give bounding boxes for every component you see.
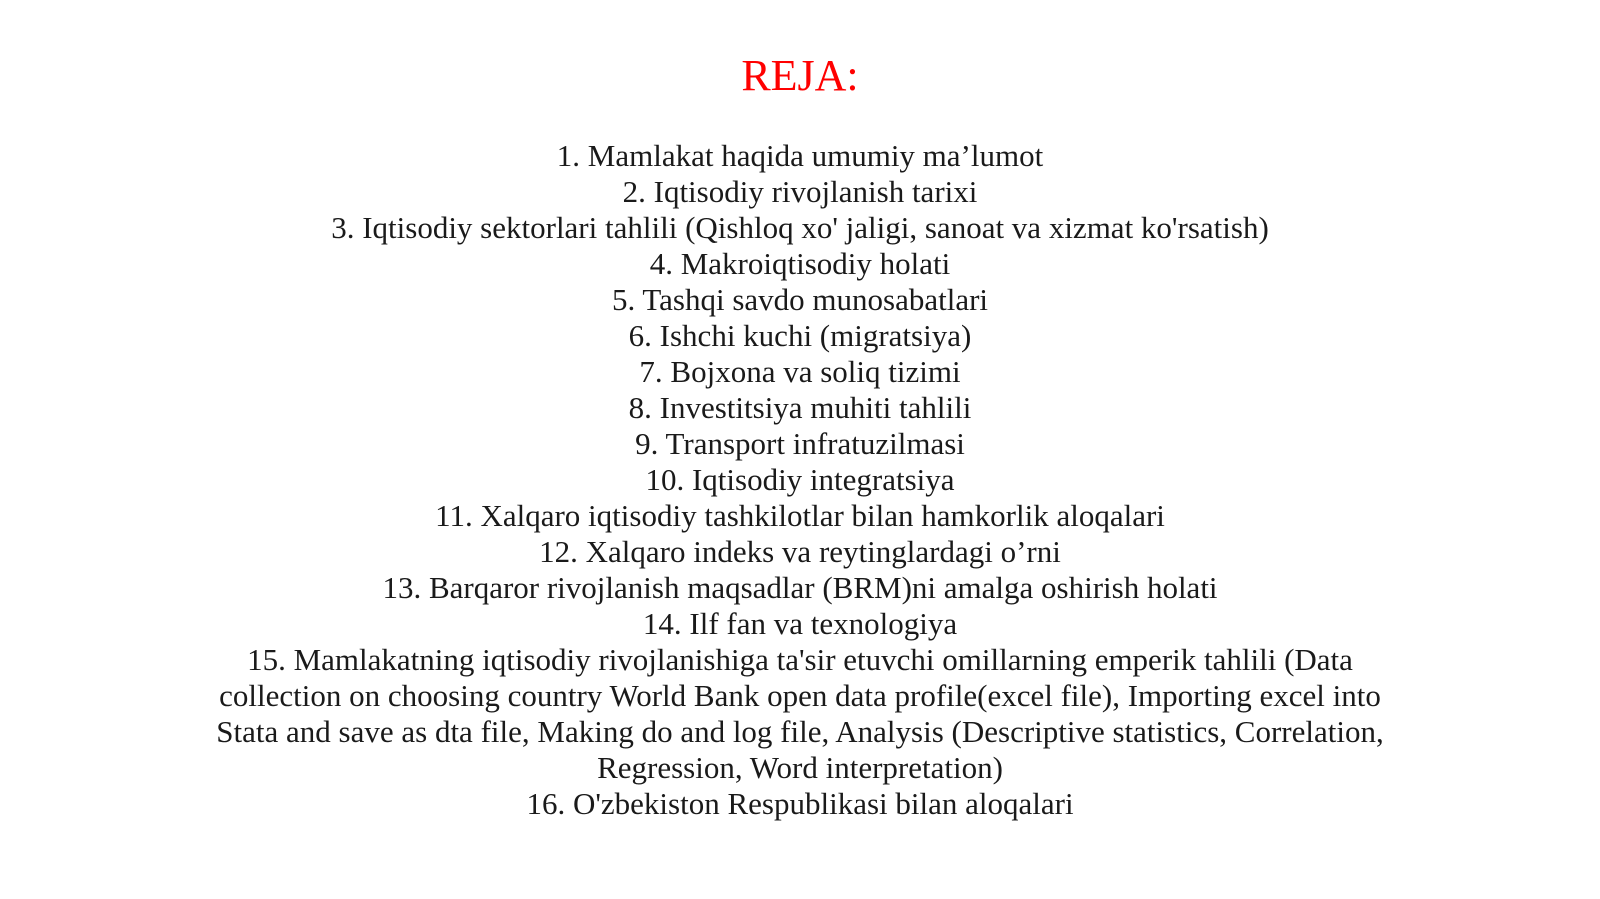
- item-text: Investitsiya muhiti tahlili: [659, 390, 972, 425]
- item-text: Ishchi kuchi (migratsiya): [659, 318, 972, 353]
- item-number: 6.: [628, 318, 652, 353]
- item-number: 4.: [649, 246, 673, 281]
- item-number: 5.: [611, 282, 636, 317]
- item-number: 16.: [526, 786, 566, 821]
- slide-title: REJA:: [741, 51, 859, 100]
- list-item: [200, 426, 1400, 462]
- list-item: [200, 354, 1400, 390]
- item-number: 15.: [247, 642, 286, 677]
- item-number: 2.: [622, 174, 646, 209]
- item-text: Xalqaro indeks va reytinglardagi o’rni: [585, 534, 1061, 569]
- item-text: Makroiqtisodiy holati: [680, 246, 951, 281]
- item-text: Mamlakatning iqtisodiy rivojlanishiga ta'sir etuvchi omillarning emperik tahlili (Data collection on choosing country World Bank open data profile(excel file), Importing excel into Stata and save as dta file, Making do and log file, Analysis (Descriptive statistics, Correlation, Regression, Word interpretation): [216, 642, 1384, 785]
- list-item: [200, 246, 1400, 282]
- list-item: [200, 534, 1400, 570]
- plan-list: [200, 138, 1400, 822]
- item-number: 8.: [628, 390, 652, 425]
- item-text: Barqaror rivojlanish maqsadlar (BRM)ni amalga oshirish holati: [428, 570, 1218, 605]
- item-text: Transport infratuzilmasi: [665, 426, 965, 461]
- list-item: [200, 606, 1400, 642]
- list-item: [200, 282, 1400, 318]
- list-item: [200, 138, 1400, 174]
- item-text: Bojxona va soliq tizimi: [670, 354, 961, 389]
- list-item: [200, 318, 1400, 354]
- item-number: 7.: [639, 354, 663, 389]
- list-item: [200, 174, 1400, 210]
- item-text: Iqtisodiy rivojlanish tarixi: [653, 174, 978, 209]
- list-item: [200, 642, 1400, 786]
- list-item: [200, 786, 1400, 822]
- list-item: [200, 210, 1400, 246]
- item-text: Ilf fan va texnologiya: [689, 606, 958, 641]
- item-number: 10.: [645, 462, 685, 497]
- item-text: Iqtisodiy sektorlari tahlili (Qishloq xo' jaligi, sanoat va xizmat ko'rsatish): [362, 210, 1269, 245]
- list-item: [200, 390, 1400, 426]
- list-item: [200, 498, 1400, 534]
- list-item: [200, 570, 1400, 606]
- item-text: O'zbekiston Respublikasi bilan aloqalari: [572, 786, 1074, 821]
- item-text: Mamlakat haqida umumiy ma’lumot: [587, 138, 1044, 173]
- item-number: 1.: [556, 138, 581, 173]
- item-number: 3.: [331, 210, 355, 245]
- item-text: Xalqaro iqtisodiy tashkilotlar bilan hamkorlik aloqalari: [480, 498, 1165, 533]
- item-number: 12.: [539, 534, 578, 569]
- item-text: Iqtisodiy integratsiya: [691, 462, 955, 497]
- item-number: 9.: [635, 426, 659, 461]
- list-item: [200, 462, 1400, 498]
- item-number: 11.: [435, 498, 473, 533]
- item-number: 14.: [642, 606, 682, 641]
- item-text: Tashqi savdo munosabatlari: [642, 282, 989, 317]
- item-number: 13.: [382, 570, 422, 605]
